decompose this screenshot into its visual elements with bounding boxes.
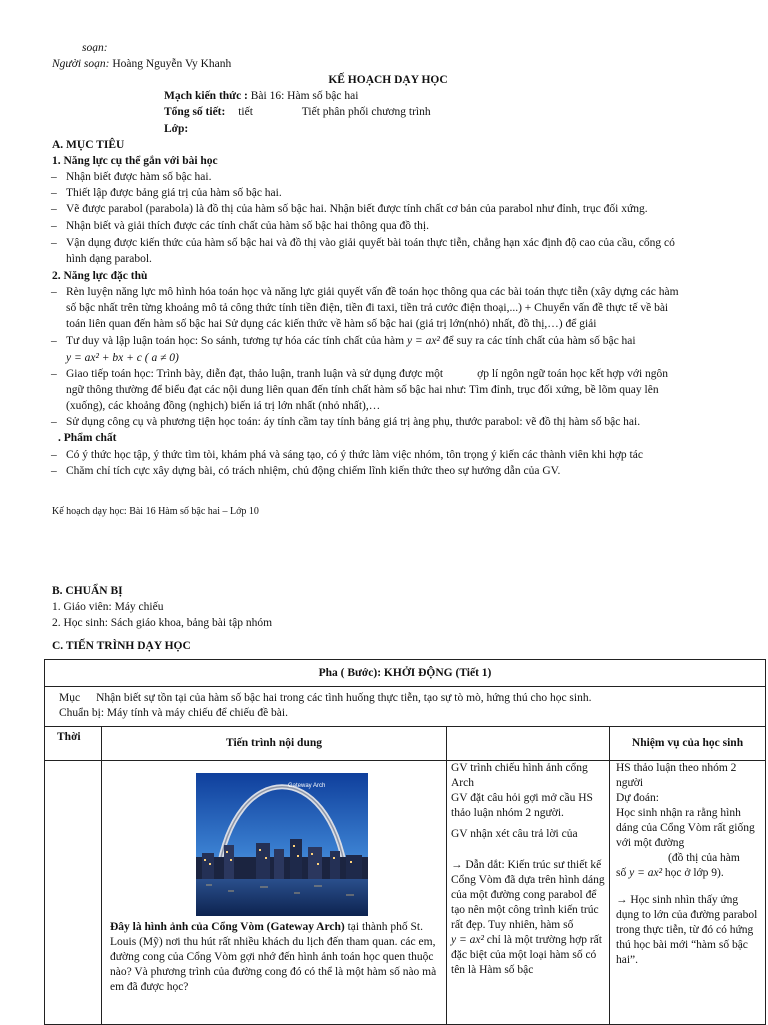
list-item: – Nhận biết được hàm số bậc hai. — [51, 171, 212, 183]
section-b-item: 2. Học sinh: Sách giáo khoa, bảng bài tập nhóm — [52, 617, 273, 629]
periods-line — [164, 105, 431, 121]
list-item: – Tư duy và lập luận toán học: So sánh, tương tự hóa các tính chất của hàm y = ax² để suy ra các tính chất của hàm số bậc hai — [51, 335, 636, 347]
section-b-title: B. CHUẨN BỊ — [52, 585, 123, 597]
phase-header: Pha ( Bước): KHỞI ĐỘNG (Tiết 1) — [45, 660, 766, 687]
section-a-sub1: 1. Năng lực cụ thể gắn với bài học — [52, 155, 218, 167]
formula-inline: y = ax² — [451, 934, 487, 946]
objective-cell — [45, 687, 766, 727]
list-item: – Có ý thức học tập, ý thức tìm tòi, khám phá và sáng tạo, có ý thức làm việc nhóm, tôn trọng ý kiến các thành viên khi hợp tác — [51, 449, 643, 461]
periods-unit: tiết — [238, 106, 253, 118]
list-item-continuation: (xuống), các khoảng đồng (nghịch) biến iá trị lớn nhất (nhỏ nhất),… — [66, 400, 381, 412]
col-content-header: Tiến trình nội dung — [102, 727, 447, 761]
author-name: Hoàng Nguyễn Vy Khanh — [112, 58, 232, 70]
list-item: – Vẽ được parabol (parabola) là đồ thị của hàm số bậc hai. Nhận biết được tính chất cơ bản của parabol như đỉnh, trục đối xứng. — [51, 203, 648, 215]
soan-label: soạn: — [82, 42, 108, 54]
image-caption: Đây là hình ảnh của Cổng Vòm (Gateway Arch) tại thành phố St. Louis (Mỹ) nơi thu hút rất nhiều khách du lịch đến tham quan. các em, đường cong của Cổng Vòm gợi nhớ đến hình ảnh toán học quen thuộc nào? Và phương trình của đường cong đó có thể là một hàm số nào mà em đã được học? — [110, 921, 437, 993]
muc-label: Mục — [59, 692, 81, 704]
section-a-sub3: . Phẩm chất — [58, 432, 117, 444]
topic-label: Mạch kiến thức : — [164, 90, 248, 102]
content-cell — [102, 761, 447, 1025]
formula-long-line — [52, 351, 720, 366]
periods-distribution: Tiết phân phối chương trình — [301, 106, 431, 118]
col-time-header: Thời — [45, 727, 102, 761]
image-sign: Gateway Arch — [288, 783, 326, 789]
teacher-cell: GV trình chiếu hình ảnh cổng Arch GV đặt câu hỏi gợi mở cầu HS thảo luận nhóm 2 người. GV nhận xét câu trả lời của → Dẫn dắt: Kiến trúc sư thiết kế Cổng Vòm đã dựa trên hình dáng của một đường cong parabol để tạo nên một công trình kiến trúc rất đẹp. Tuy nhiên, hàm số y = ax² chỉ là một trường hợp rất đặc biệt của một loại hàm số có tên là Hàm số bậc — [447, 761, 610, 1025]
list-item-continuation: ngữ thông thường để biểu đạt các nội dung liên quan đến tính chất hàm số bậc hai như: Tìm đỉnh, trục đối xứng, bề lõm quay lên — [66, 384, 659, 396]
list-item: – Nhận biết và giải thích được các tính chất của hàm số bậc hai thông qua đồ thị. — [51, 220, 429, 232]
section-b-item: 1. Giáo viên: Máy chiếu — [52, 601, 164, 613]
list-item: – Vận dụng được kiến thức của hàm số bậc hai và đồ thị vào giải quyết bài toán thực tiễn, chẳng hạn xác định độ cao của cầu, cổng có — [51, 237, 675, 249]
topic-line — [164, 89, 358, 105]
lesson-plan-table — [44, 659, 766, 1025]
class-label: Lớp: — [164, 123, 189, 135]
formula-long: y = ax² + bx + c ( a ≠ 0) — [66, 352, 179, 364]
student-cell: HS thảo luận theo nhóm 2 người Dự đoán: Học sinh nhận ra rằng hình dáng của Cổng Vòm rất giống với một đường (đồ thị của hàm số y = ax² học ở lớp 9). → Học sinh nhìn thấy ứng dụng to lớn của đường parabol trong thực tiễn, từ đó có hứng thú học bài mới “hàm số bậc hai”. — [610, 761, 766, 1025]
col-student-header: Nhiệm vụ của học sinh — [610, 727, 766, 761]
author-line — [52, 57, 231, 73]
col-teacher-header — [447, 727, 610, 761]
gateway-arch-image — [196, 773, 368, 916]
list-item: – Rèn luyện năng lực mô hình hóa toán học và năng lực giải quyết vấn đề toán học thông qua các bài toán thực tiễn (xây dựng các hàm — [51, 286, 679, 298]
section-c-title: C. TIẾN TRÌNH DẠY HỌC — [52, 640, 191, 652]
section-a-title: A. MỤC TIÊU — [52, 139, 125, 151]
document-title: KẾ HOẠCH DẠY HỌC — [328, 74, 448, 86]
topic-value: Bài 16: Hàm số bậc hai — [250, 90, 359, 102]
periods-label: Tổng số tiết: — [164, 106, 226, 118]
time-cell — [45, 761, 102, 1025]
author-label: Người soạn: — [52, 58, 110, 70]
muc-text: Nhận biết sự tồn tại của hàm số bậc hai trong các tình huống thực tiễn, tạo sự tò mò, hứng thú cho học sinh. — [96, 692, 592, 704]
list-item-continuation: hình dạng parabol. — [66, 253, 152, 265]
list-item: – Thiết lập được bảng giá trị của hàm số bậc hai. — [51, 187, 282, 199]
list-item: – Sử dụng công cụ và phương tiện học toán: áy tính cầm tay tính bảng giá trị àng phụ, thước parabol: vẽ đồ thị hàm số bậc hai. — [51, 416, 641, 428]
list-item: – Giao tiếp toán học: Trình bày, diễn đạt, thảo luận, tranh luận và sử dụng được một ợp lí ngôn ngữ toán học kết hợp với ngôn — [51, 368, 669, 380]
formula-short: y = ax² — [406, 335, 443, 347]
page-footer-note: Kế hoạch dạy học: Bài 16 Hàm số bậc hai – Lớp 10 — [52, 506, 259, 517]
list-item-continuation: số bậc nhất trên từng khoảng mô tả công thức tính tiền điện, tiền đi taxi, tiền trả cước điện thoại,...) + Chuyển vấn đề thực tế về bài — [66, 302, 669, 314]
list-item-continuation: toán liên quan đến hàm số bậc hai Sử dụng các kiến thức về hàm số bậc hai (giá trị lớn(nhỏ) nhất, đồ thị,…) để giải — [66, 318, 597, 330]
section-a-sub2: 2. Năng lực đặc thù — [52, 270, 148, 282]
prep-text: Chuẩn bị: Máy tính và máy chiếu để chiếu đề bài. — [59, 707, 288, 719]
list-item: – Chăm chỉ tích cực xây dựng bài, có trách nhiệm, chủ động chiếm lĩnh kiến thức theo sự hướng dẫn của GV. — [51, 465, 561, 477]
